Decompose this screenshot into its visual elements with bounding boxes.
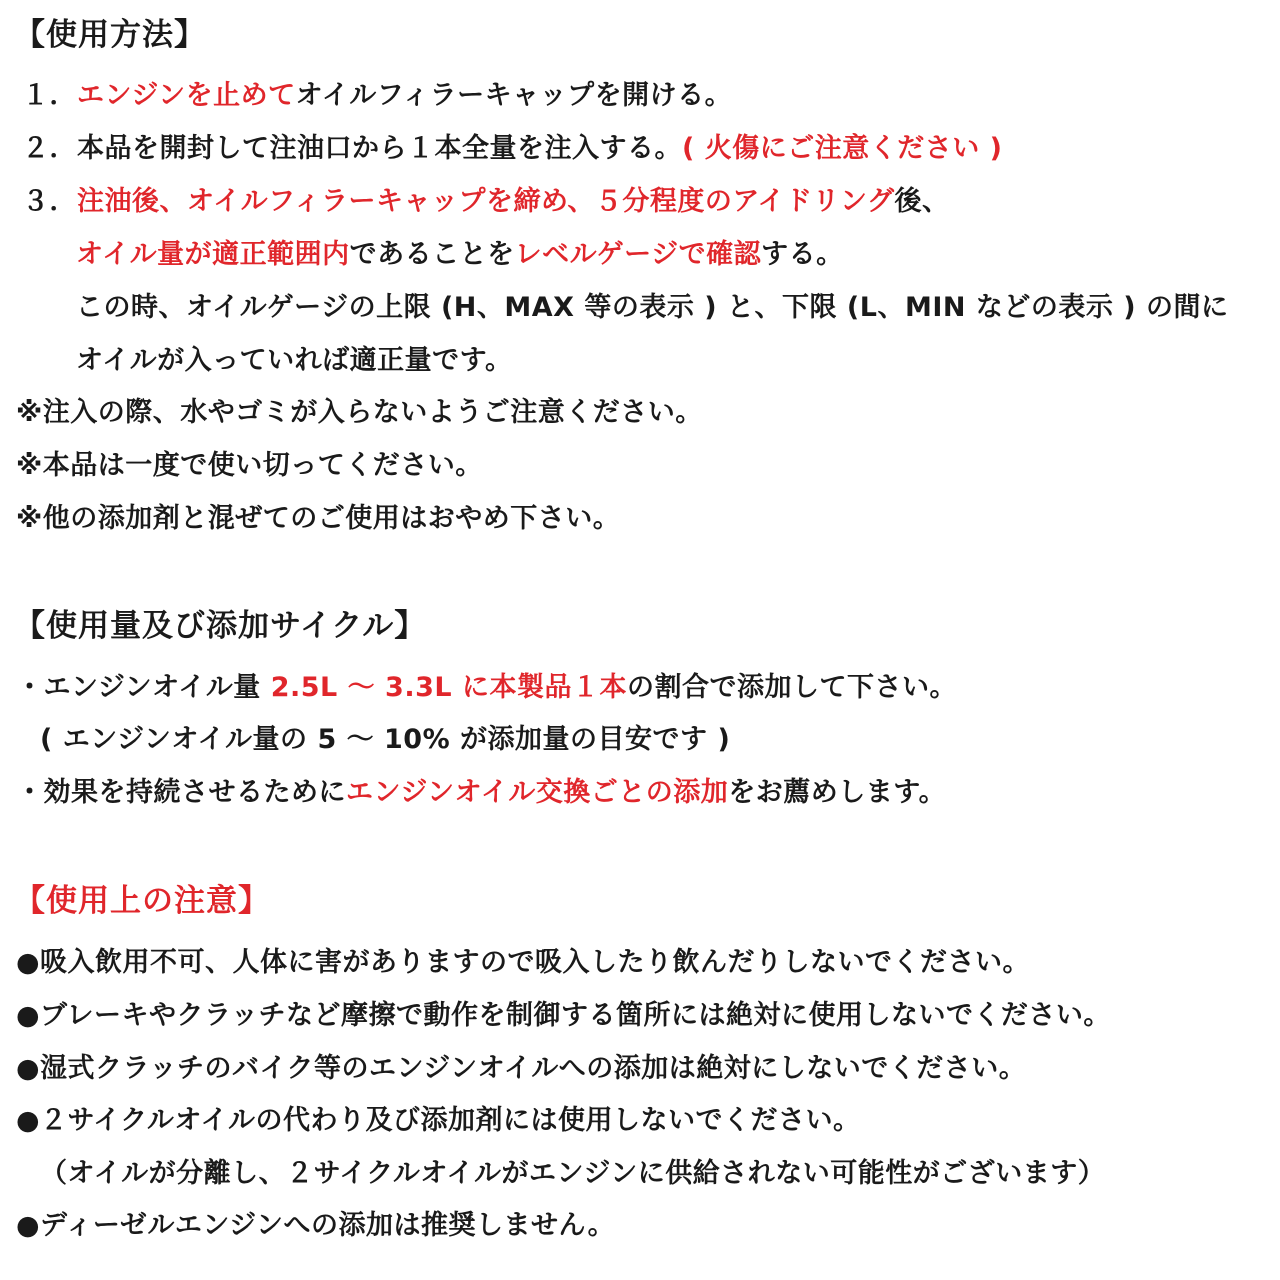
usage-step-3-line-2	[76, 238, 844, 272]
text-segment: であることを	[349, 239, 515, 270]
text-segment: をお薦めします。	[728, 777, 947, 808]
section-heading-usage-method	[14, 16, 206, 54]
caution-item-1	[16, 946, 1030, 980]
caution-item-4	[16, 1104, 860, 1138]
caution-item-5	[16, 1209, 615, 1243]
usage-step-1	[22, 79, 732, 113]
text-segment: ２．本品を開封して注油口から１本全量を注入する。	[22, 133, 682, 164]
text-segment: エンジンオイル交換ごとの添加	[346, 777, 729, 808]
usage-step-3-line-4	[76, 344, 513, 378]
text-segment: オイル量が適正範囲内	[76, 239, 350, 270]
text-segment: ※本品は一度で使い切ってください。	[16, 450, 483, 481]
section-heading-cautions	[14, 882, 270, 920]
text-segment: 後、	[894, 186, 950, 217]
text-segment: レベルゲージで確認	[514, 239, 762, 270]
text-segment: ●湿式クラッチのバイク等のエンジンオイルへの添加は絶対にしないでください。	[16, 1053, 1027, 1084]
text-segment: する。	[761, 239, 844, 270]
text-segment: ・効果を持続させるために	[16, 777, 346, 808]
text-segment: オイルが入っていれば適正量です。	[76, 345, 513, 376]
text-segment: ●吸入飲用不可、人体に害がありますので吸入したり飲んだりしないでください。	[16, 947, 1031, 978]
caution-item-2	[16, 999, 1111, 1033]
usage-step-3	[22, 185, 949, 219]
text-segment: ●ブレーキやクラッチなど摩擦で動作を制御する箇所には絶対に使用しないでください。	[16, 1000, 1111, 1031]
text-segment: ●ディーゼルエンジンへの添加は推奨しません。	[16, 1210, 616, 1241]
text-segment: ・エンジンオイル量	[16, 672, 271, 703]
usage-step-3-line-3	[76, 291, 1229, 325]
caution-item-3	[16, 1052, 1026, 1086]
text-segment: １．	[22, 80, 77, 111]
text-segment: 【使用量及び添加サイクル】	[14, 608, 427, 644]
text-segment: ●２サイクルオイルの代わり及び添加剤には使用しないでください。	[16, 1105, 861, 1136]
amount-item-1-note	[40, 723, 730, 757]
section-heading-amount-cycle	[14, 607, 426, 645]
text-segment: エンジンを止めて	[77, 80, 296, 111]
amount-item-2	[16, 776, 946, 810]
text-segment: ( 火傷にご注意ください )	[682, 133, 1003, 164]
usage-note-3	[16, 502, 620, 536]
text-segment: この時、オイルゲージの上限 (H、MAX 等の表示 ) と、下限 (L、MIN などの表示 ) の間に	[76, 292, 1229, 323]
text-segment: （オイルが分離し、２サイクルオイルがエンジンに供給されない可能性がございます）	[40, 1158, 1106, 1189]
text-segment: ( エンジンオイル量の 5 ～ 10% が添加量の目安です )	[40, 724, 731, 755]
caution-item-4-note	[40, 1157, 1105, 1191]
amount-item-1	[16, 671, 957, 705]
usage-note-1	[16, 396, 703, 430]
text-segment: ３．	[22, 186, 77, 217]
text-segment: オイルフィラーキャップを開ける。	[295, 80, 733, 111]
text-segment: 【使用上の注意】	[14, 883, 270, 919]
text-segment: 【使用方法】	[14, 17, 206, 53]
text-segment: の割合で添加して下さい。	[626, 672, 957, 703]
text-segment: ※注入の際、水やゴミが入らないようご注意ください。	[16, 397, 703, 428]
text-segment: 2.5L ～ 3.3L に本製品１本	[270, 672, 627, 703]
usage-note-2	[16, 449, 483, 483]
text-segment: ※他の添加剤と混ぜてのご使用はおやめ下さい。	[16, 503, 621, 534]
usage-step-2	[22, 132, 1002, 166]
text-segment: 注油後、オイルフィラーキャップを締め、５分程度のアイドリング	[77, 186, 895, 217]
